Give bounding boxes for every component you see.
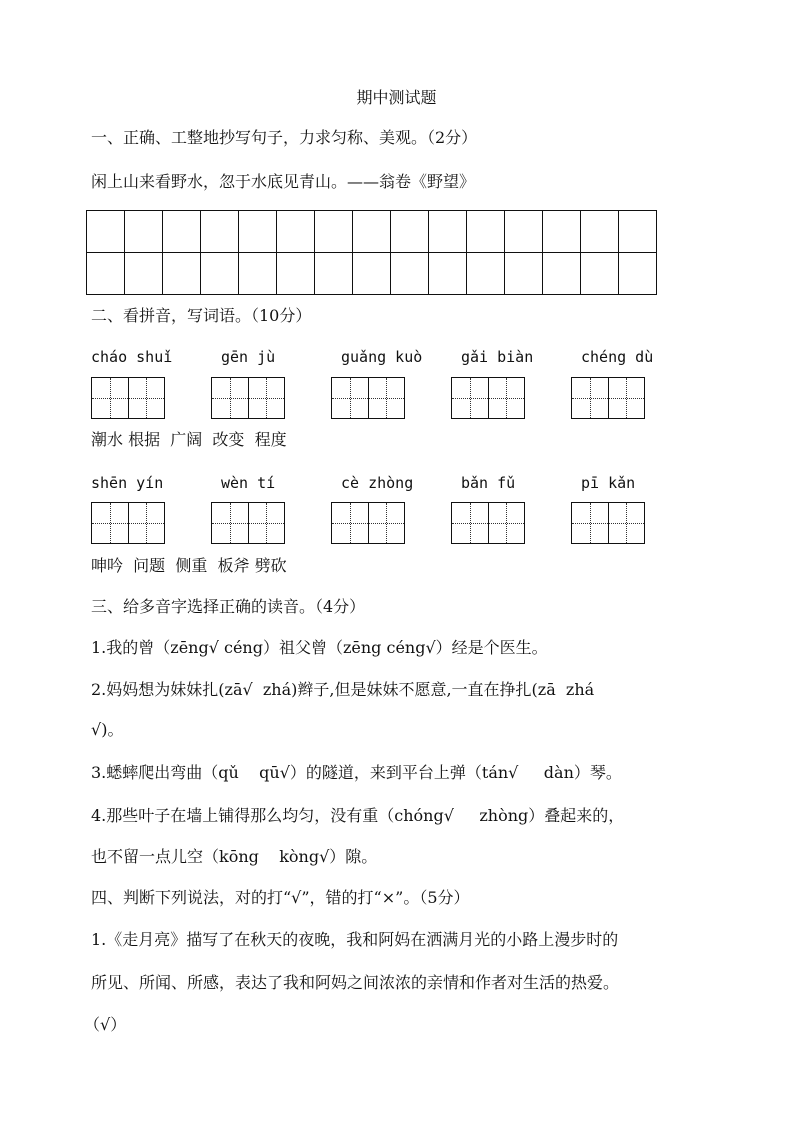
grid-cell[interactable]	[163, 211, 201, 253]
grid-cell[interactable]	[163, 253, 201, 295]
grid-cell[interactable]	[391, 253, 429, 295]
tianzige-box[interactable]	[571, 377, 645, 419]
grid-cell[interactable]	[391, 211, 429, 253]
grid-cell[interactable]	[619, 211, 657, 253]
grid-cell[interactable]	[87, 211, 125, 253]
grid-cell[interactable]	[125, 253, 163, 295]
tianzige-cell[interactable]	[452, 503, 489, 543]
grid-cell[interactable]	[201, 253, 239, 295]
pinyin-label: shēn yín	[91, 474, 164, 492]
grid-cell[interactable]	[467, 211, 505, 253]
grid-cell[interactable]	[277, 253, 315, 295]
grid-cell[interactable]	[353, 211, 391, 253]
tianzige-box[interactable]	[571, 502, 645, 544]
grid-cell[interactable]	[543, 211, 581, 253]
grid-cell[interactable]	[201, 211, 239, 253]
tianzige-cell[interactable]	[489, 503, 525, 543]
tianzige-cell[interactable]	[249, 378, 285, 418]
grid-cell[interactable]	[239, 211, 277, 253]
pinyin-label: chéng dù	[581, 348, 654, 366]
answers-row-1: 潮水 根据 广阔 改变 程度	[91, 430, 287, 449]
s3-line: 2.妈妈想为妹妹扎(zā√ zhá)辫子,但是妹妹不愿意,一直在挣扎(zā zhá	[91, 680, 595, 699]
tianzige-cell[interactable]	[92, 503, 129, 543]
s3-line: 也不留一点儿空（kōng kòng√）隙。	[91, 847, 378, 866]
tianzige-cell[interactable]	[129, 503, 165, 543]
pinyin-label: cháo shuǐ	[91, 348, 173, 366]
grid-cell[interactable]	[429, 253, 467, 295]
grid-cell[interactable]	[505, 253, 543, 295]
grid-cell[interactable]	[239, 253, 277, 295]
tianzige-cell[interactable]	[489, 378, 525, 418]
s4-line: 所见、所闻、所感，表达了我和阿妈之间浓浓的亲情和作者对生活的热爱。	[91, 973, 620, 992]
grid-cell[interactable]	[315, 211, 353, 253]
pinyin-label: gēn jù	[221, 348, 276, 366]
grid-cell[interactable]	[315, 253, 353, 295]
pinyin-label: gǎi biàn	[461, 348, 534, 366]
grid-cell[interactable]	[619, 253, 657, 295]
writing-grid[interactable]	[86, 210, 657, 295]
tianzige-box[interactable]	[211, 502, 285, 544]
tianzige-cell[interactable]	[609, 503, 645, 543]
grid-cell[interactable]	[353, 253, 391, 295]
tianzige-cell[interactable]	[92, 378, 129, 418]
pinyin-label: wèn tí	[221, 474, 276, 492]
grid-cell[interactable]	[581, 211, 619, 253]
pinyin-label: pī kǎn	[581, 474, 636, 492]
tianzige-box[interactable]	[451, 377, 525, 419]
tianzige-cell[interactable]	[572, 503, 609, 543]
grid-cell[interactable]	[505, 211, 543, 253]
tianzige-box[interactable]	[331, 502, 405, 544]
tianzige-box[interactable]	[211, 377, 285, 419]
tianzige-cell[interactable]	[212, 378, 249, 418]
tianzige-box[interactable]	[451, 502, 525, 544]
grid-cell[interactable]	[87, 253, 125, 295]
tianzige-cell[interactable]	[332, 378, 369, 418]
tianzige-cell[interactable]	[332, 503, 369, 543]
pinyin-label: cè zhòng	[341, 474, 414, 492]
tianzige-cell[interactable]	[609, 378, 645, 418]
s4-line: 1.《走月亮》描写了在秋天的夜晚，我和阿妈在洒满月光的小路上漫步时的	[91, 930, 619, 949]
grid-cell[interactable]	[581, 253, 619, 295]
pinyin-label: guǎng kuò	[341, 348, 423, 366]
s3-line: √)。	[91, 720, 124, 739]
s3-line: 1.我的曾（zēng√ céng）祖父曾（zēng céng√）经是个医生。	[91, 638, 548, 657]
tianzige-box[interactable]	[91, 377, 165, 419]
grid-cell[interactable]	[125, 211, 163, 253]
s3-line: 4.那些叶子在墙上铺得那么均匀，没有重（chóng√ zhòng）叠起来的，	[91, 806, 625, 825]
section-3-heading: 三、给多音字选择正确的读音。（4分）	[91, 597, 366, 616]
grid-cell[interactable]	[467, 253, 505, 295]
tianzige-cell[interactable]	[572, 378, 609, 418]
section-4-heading: 四、判断下列说法，对的打“√”，错的打“×”。（5分）	[91, 888, 470, 907]
s4-line: （√）	[84, 1015, 127, 1034]
section-1-heading: 一、正确、工整地抄写句子，力求匀称、美观。（2分）	[91, 128, 478, 147]
grid-cell[interactable]	[429, 211, 467, 253]
tianzige-cell[interactable]	[369, 378, 405, 418]
grid-cell[interactable]	[277, 211, 315, 253]
s3-line: 3.蟋蟀爬出弯曲（qǔ qū√）的隧道，来到平台上弹（tán√ dàn）琴。	[91, 763, 622, 782]
pinyin-label: bǎn fǔ	[461, 474, 516, 492]
page-title: 期中测试题	[356, 88, 437, 107]
section-2-heading: 二、看拼音，写词语。（10分）	[91, 306, 312, 325]
tianzige-cell[interactable]	[452, 378, 489, 418]
answers-row-2: 呻吟 问题 侧重 板斧 劈砍	[91, 556, 287, 575]
copy-sentence: 闲上山来看野水，忽于水底见青山。——翁卷《野望》	[91, 172, 476, 191]
tianzige-box[interactable]	[91, 502, 165, 544]
grid-cell[interactable]	[543, 253, 581, 295]
tianzige-cell[interactable]	[369, 503, 405, 543]
tianzige-cell[interactable]	[129, 378, 165, 418]
tianzige-box[interactable]	[331, 377, 405, 419]
tianzige-cell[interactable]	[212, 503, 249, 543]
tianzige-cell[interactable]	[249, 503, 285, 543]
